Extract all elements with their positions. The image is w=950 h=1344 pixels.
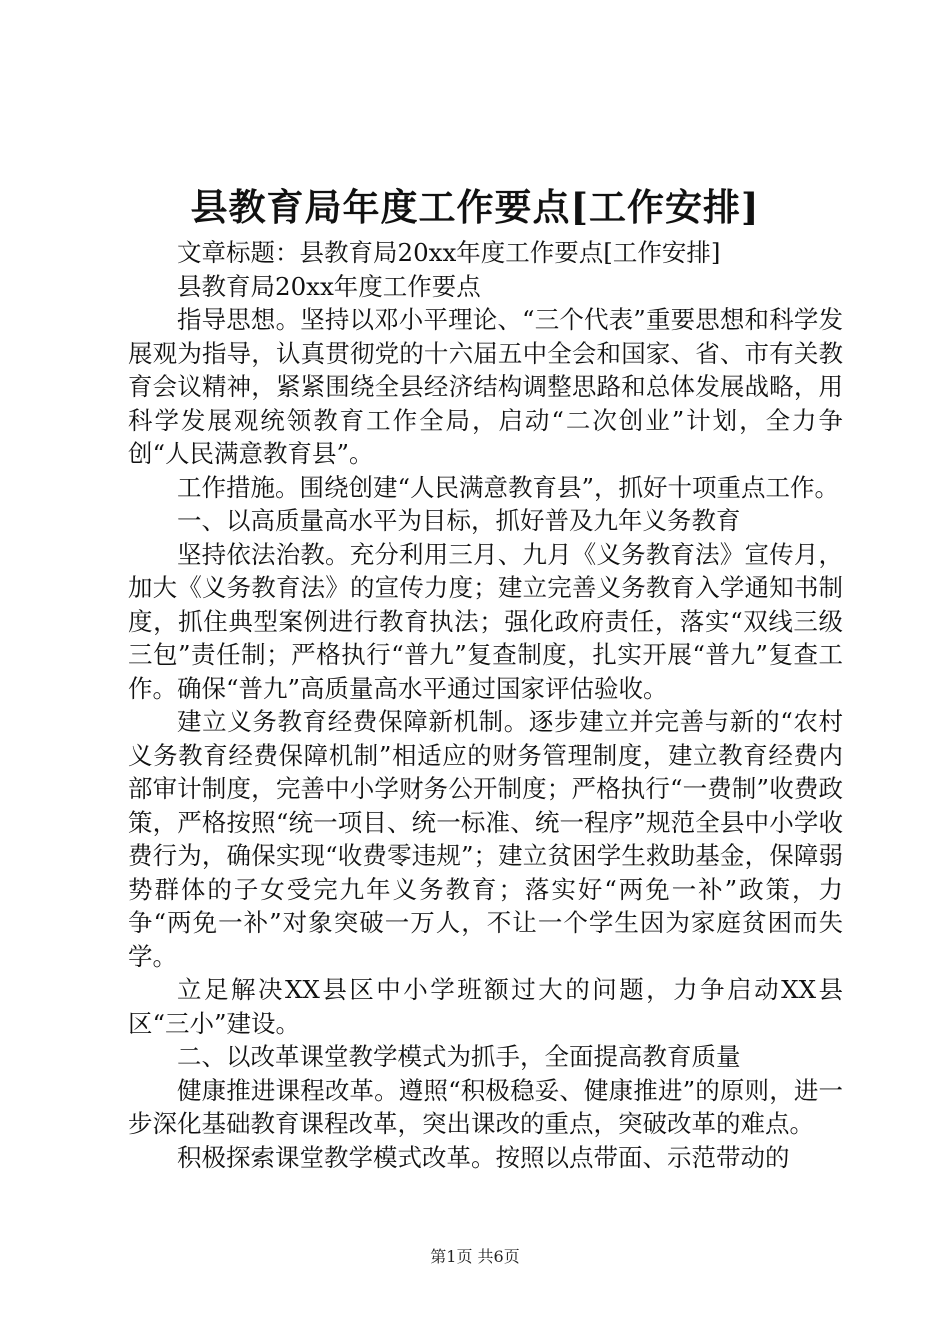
paragraph-rule-of-law: 坚持依法治教。充分利用三月、九月《义务教育法》宣传月，加大《义务教育法》的宣传力度；建立完善义务教育入学通知书制度，抓住典型案例进行教育执法；强化政府责任，落实“双线三级三包”责任制；严格执行“普九”复查制度，扎实开展“普九”复查工作。确保“普九”高质量高水平通过国家评估验收。: [128, 539, 843, 703]
section-heading-2: 二、以改革课堂教学模式为抓手，全面提高教育质量: [177, 1042, 741, 1071]
subtitle-line: 县教育局20xx年度工作要点: [177, 271, 481, 301]
paragraph-curriculum-reform: 健康推进课程改革。遵照“积极稳妥、健康推进”的原则，进一步深化基础教育课程改革，突出课改的重点，突破改革的难点。: [128, 1075, 843, 1138]
paragraph-guiding-thought: 指导思想。坚持以邓小平理论、“三个代表”重要思想和科学发展观为指导，认真贯彻党的十六届五中全会和国家、省、市有关教育会议精神，紧紧围绕全县经济结构调整思路和总体发展战略，用科学发展观统领教育工作全局，启动“二次创业”计划，全力争创“人民满意教育县”。: [128, 305, 843, 468]
paragraph-class-size: 立足解决XX县区中小学班额过大的问题，力争启动XX县区“三小”建设。: [128, 975, 843, 1038]
section-heading-1: 一、以高质量高水平为目标，抓好普及九年义务教育: [177, 506, 741, 535]
page-footer: 第1页 共6页: [430, 1247, 520, 1266]
paragraph-funding-mechanism: 建立义务教育经费保障新机制。逐步建立并完善与新的“农村义务教育经费保障机制”相适应的财务管理制度，建立教育经费内部审计制度，完善中小学财务公开制度；严格执行“一费制”收费政策，严格按照“统一项目、统一标准、统一程序”规范全县中小学收费行为，确保实现“收费零违规”；建立贫困学生救助基金，保障弱势群体的子女受完九年义务教育；落实好“两免一补”政策，力争“两免一补”对象突破一万人，不让一个学生因为家庭贫困而失学。: [128, 707, 843, 971]
paragraph-teaching-model: 积极探索课堂教学模式改革。按照以点带面、示范带动的: [177, 1142, 790, 1172]
document-title: 县教育局年度工作要点[工作安排]: [190, 185, 760, 229]
article-title-line: 文章标题：县教育局20xx年度工作要点[工作安排]: [177, 238, 721, 267]
paragraph-work-measures: 工作措施。围绕创建“人民满意教育县”，抓好十项重点工作。: [177, 472, 840, 502]
document-body: [128, 236, 843, 1174]
